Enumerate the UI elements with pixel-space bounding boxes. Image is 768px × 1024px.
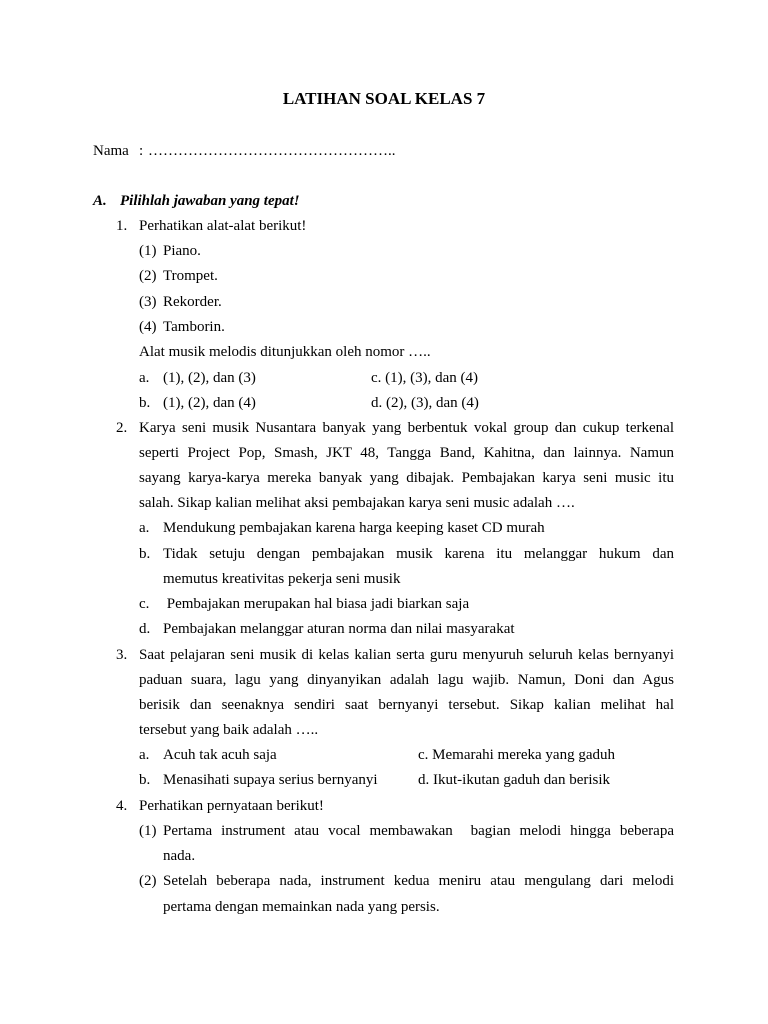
option-letter: a.	[139, 747, 150, 763]
name-separator: :	[139, 143, 144, 159]
question-number: 2.	[116, 420, 128, 436]
question-stem: Perhatikan alat-alat berikut!	[139, 218, 307, 234]
section-instruction: Pilihlah jawaban yang tepat!	[120, 193, 300, 209]
question-text-line: seperti Project Pop, Smash, JKT 48, Tangga Band, Kahitna, dan lainnya. Namun	[139, 445, 674, 461]
question-text-line: Karya seni musik Nusantara banyak yang berbentuk vokal group dan cukup terkenal	[139, 420, 674, 436]
option-letter: b.	[139, 772, 151, 788]
list-item-text: Rekorder.	[163, 294, 222, 310]
list-item-text-continued: nada.	[163, 848, 196, 864]
list-item-number: (2)	[139, 268, 157, 284]
list-item-number: (1)	[139, 823, 157, 839]
option-text: Tidak setuju dengan pembajakan musik karena itu melanggar hukum dan	[163, 546, 674, 562]
question-number: 3.	[116, 647, 128, 663]
question-text-line: Saat pelajaran seni musik di kelas kalian serta guru menyuruh seluruh kelas bernyanyi	[139, 647, 674, 663]
option-text: d. Ikut-ikutan gaduh dan berisik	[418, 772, 611, 788]
name-blank-field: …………………………………………..	[148, 143, 396, 159]
list-item-text: Piano.	[163, 243, 201, 259]
option-text: Mendukung pembajakan karena harga keeping kaset CD murah	[163, 520, 545, 536]
question-prompt: Alat musik melodis ditunjukkan oleh nomor …..	[139, 344, 431, 360]
option-text: d. (2), (3), dan (4)	[371, 395, 479, 411]
option-text: Acuh tak acuh saja	[163, 747, 277, 763]
option-text: Pembajakan melanggar aturan norma dan nilai masyarakat	[163, 621, 515, 637]
section-letter: A.	[93, 193, 107, 209]
option-text: Pembajakan merupakan hal biasa jadi biarkan saja	[163, 596, 470, 612]
option-letter: b.	[139, 546, 151, 562]
option-text: c. (1), (3), dan (4)	[371, 370, 479, 386]
list-item-number: (2)	[139, 873, 157, 889]
question-text-line: berisik dan seenaknya sendiri saat bernyanyi tersebut. Sikap kalian melihat hal	[139, 697, 674, 713]
question-text-line: tersebut yang baik adalah …..	[139, 722, 319, 738]
question-text-line: salah. Sikap kalian melihat aksi pembajakan karya seni music adalah ….	[139, 495, 575, 511]
option-text: c. Memarahi mereka yang gaduh	[418, 747, 615, 763]
option-letter: b.	[139, 395, 151, 411]
list-item-text: Tamborin.	[163, 319, 225, 335]
list-item-text: Setelah beberapa nada, instrument kedua meniru atau mengulang dari melodi	[163, 873, 674, 889]
option-text: (1), (2), dan (4)	[163, 395, 256, 411]
list-item-number: (3)	[139, 294, 157, 310]
list-item-text: Trompet.	[163, 268, 218, 284]
list-item-text-continued: pertama dengan memainkan nada yang persis.	[163, 899, 440, 915]
list-item-number: (1)	[139, 243, 157, 259]
question-number: 4.	[116, 798, 128, 814]
option-text: (1), (2), dan (3)	[163, 370, 256, 386]
option-text: Menasihati supaya serius bernyanyi	[163, 772, 378, 788]
question-stem: Perhatikan pernyataan berikut!	[139, 798, 324, 814]
question-text-line: sayang karya-karya mereka banyak yang dibajak. Pembajakan karya seni music itu	[139, 470, 674, 486]
list-item-number: (4)	[139, 319, 157, 335]
option-text-continued: memutus kreativitas pekerja seni musik	[163, 571, 401, 587]
question-text-line: paduan suara, lagu yang dinyanyikan adalah lagu wajib. Namun, Doni dan Agus	[139, 672, 674, 688]
option-letter: c.	[139, 596, 150, 612]
option-letter: a.	[139, 370, 150, 386]
list-item-text: Pertama instrument atau vocal membawakan bagian melodi hingga beberapa	[163, 823, 674, 839]
question-number: 1.	[116, 218, 128, 234]
option-letter: d.	[139, 621, 151, 637]
name-label: Nama	[93, 143, 129, 159]
option-letter: a.	[139, 520, 150, 536]
page-title: LATIHAN SOAL KELAS 7	[282, 89, 486, 108]
